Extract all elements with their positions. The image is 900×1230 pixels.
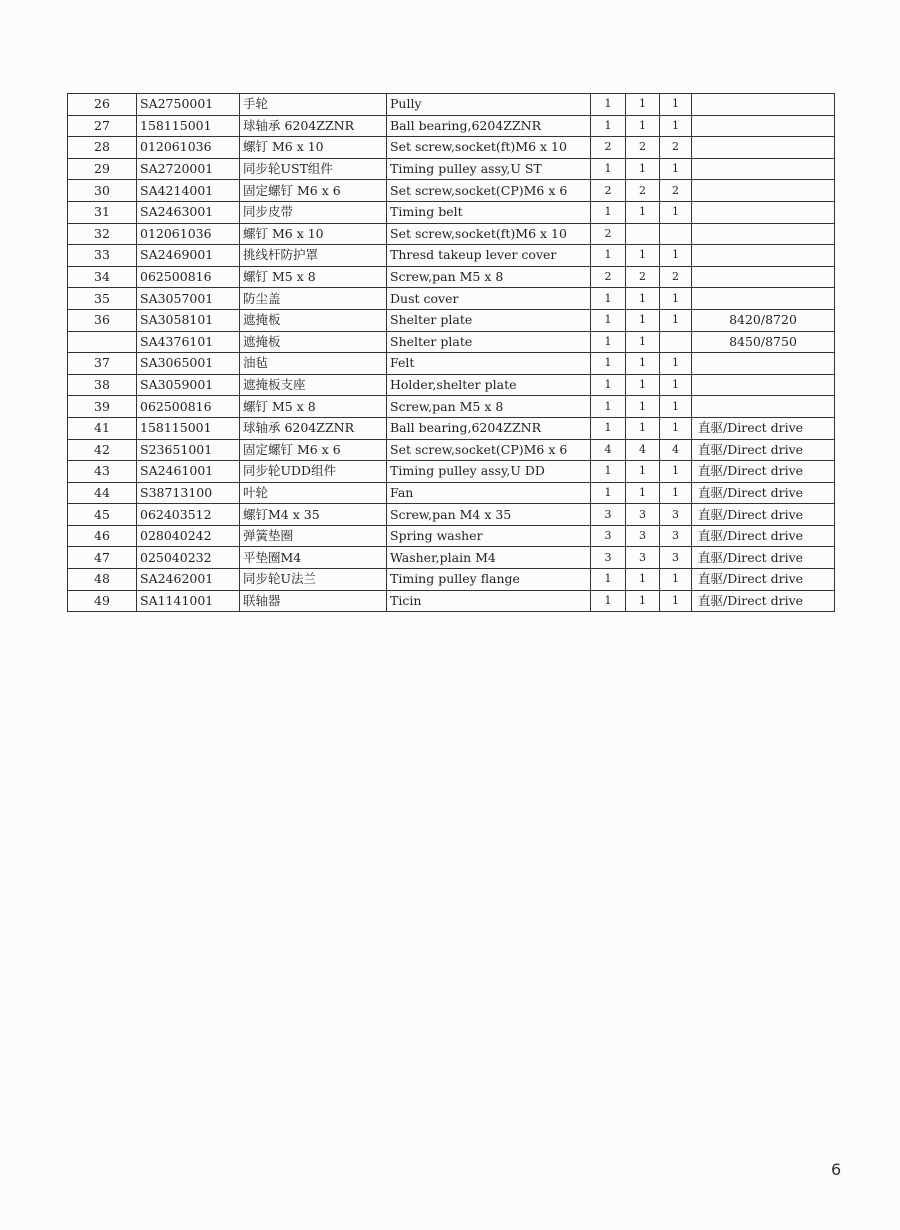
table-row	[68, 266, 835, 288]
chinese-name-cell: 联轴器	[240, 590, 387, 612]
part-code-cell: 158115001	[137, 115, 240, 137]
english-name-cell: Holder,shelter plate	[387, 374, 591, 396]
quantity-1-cell: 2	[591, 223, 626, 245]
page-number: 6	[831, 1160, 842, 1179]
remark-cell	[692, 94, 835, 116]
remark-cell	[692, 201, 835, 223]
english-name-cell: Washer,plain M4	[387, 547, 591, 569]
table-row	[68, 569, 835, 591]
table-row	[68, 137, 835, 159]
table-row	[68, 331, 835, 353]
table-row	[68, 439, 835, 461]
table-row	[68, 396, 835, 418]
remark-cell: 直驱/Direct drive	[692, 482, 835, 504]
part-number-cell: 43	[68, 461, 137, 483]
chinese-name-cell: 油毡	[240, 353, 387, 375]
parts-table-body	[68, 94, 835, 612]
part-number-cell: 42	[68, 439, 137, 461]
english-name-cell: Screw,pan M5 x 8	[387, 396, 591, 418]
quantity-3-cell: 2	[660, 137, 692, 159]
chinese-name-cell: 遮掩板	[240, 309, 387, 331]
quantity-3-cell: 1	[660, 309, 692, 331]
quantity-1-cell: 1	[591, 309, 626, 331]
quantity-1-cell: 1	[591, 374, 626, 396]
quantity-3-cell: 2	[660, 180, 692, 202]
remark-cell	[692, 158, 835, 180]
quantity-1-cell: 3	[591, 504, 626, 526]
english-name-cell: Pully	[387, 94, 591, 116]
quantity-1-cell: 1	[591, 590, 626, 612]
chinese-name-cell: 固定螺钉 M6 x 6	[240, 180, 387, 202]
part-code-cell: SA2469001	[137, 245, 240, 267]
table-row	[68, 504, 835, 526]
remark-cell: 直驱/Direct drive	[692, 547, 835, 569]
part-number-cell: 32	[68, 223, 137, 245]
quantity-3-cell: 1	[660, 461, 692, 483]
quantity-1-cell: 1	[591, 396, 626, 418]
remark-cell: 直驱/Direct drive	[692, 461, 835, 483]
part-number-cell: 30	[68, 180, 137, 202]
quantity-3-cell: 1	[660, 396, 692, 418]
part-code-cell: SA2461001	[137, 461, 240, 483]
english-name-cell: Timing pulley assy,U ST	[387, 158, 591, 180]
quantity-2-cell: 2	[626, 266, 660, 288]
part-number-cell: 37	[68, 353, 137, 375]
table-row	[68, 245, 835, 267]
quantity-2-cell: 1	[626, 94, 660, 116]
remark-cell	[692, 115, 835, 137]
english-name-cell: Spring washer	[387, 525, 591, 547]
part-number-cell: 31	[68, 201, 137, 223]
quantity-3-cell: 3	[660, 504, 692, 526]
remark-cell: 直驱/Direct drive	[692, 525, 835, 547]
quantity-3-cell: 1	[660, 482, 692, 504]
english-name-cell: Set screw,socket(CP)M6 x 6	[387, 180, 591, 202]
part-code-cell: S23651001	[137, 439, 240, 461]
quantity-1-cell: 1	[591, 94, 626, 116]
part-code-cell: SA2720001	[137, 158, 240, 180]
part-code-cell: 062500816	[137, 266, 240, 288]
chinese-name-cell: 防尘盖	[240, 288, 387, 310]
chinese-name-cell: 手轮	[240, 94, 387, 116]
chinese-name-cell: 同步轮UST组件	[240, 158, 387, 180]
english-name-cell: Timing pulley flange	[387, 569, 591, 591]
quantity-3-cell: 1	[660, 201, 692, 223]
quantity-1-cell: 1	[591, 331, 626, 353]
part-number-cell: 26	[68, 94, 137, 116]
quantity-2-cell: 2	[626, 137, 660, 159]
table-row	[68, 353, 835, 375]
table-row	[68, 547, 835, 569]
quantity-2-cell: 1	[626, 309, 660, 331]
quantity-3-cell: 3	[660, 547, 692, 569]
remark-cell: 直驱/Direct drive	[692, 417, 835, 439]
part-code-cell: 158115001	[137, 417, 240, 439]
quantity-1-cell: 2	[591, 137, 626, 159]
quantity-2-cell: 3	[626, 525, 660, 547]
quantity-1-cell: 1	[591, 115, 626, 137]
quantity-2-cell: 1	[626, 374, 660, 396]
table-row	[68, 417, 835, 439]
english-name-cell: Timing pulley assy,U DD	[387, 461, 591, 483]
remark-cell: 直驱/Direct drive	[692, 569, 835, 591]
quantity-1-cell: 1	[591, 461, 626, 483]
part-code-cell: SA3065001	[137, 353, 240, 375]
chinese-name-cell: 平垫圈M4	[240, 547, 387, 569]
table-row	[68, 525, 835, 547]
quantity-2-cell: 1	[626, 245, 660, 267]
quantity-1-cell: 1	[591, 245, 626, 267]
quantity-3-cell: 1	[660, 417, 692, 439]
quantity-3-cell: 1	[660, 590, 692, 612]
part-code-cell: SA4376101	[137, 331, 240, 353]
chinese-name-cell: 球轴承 6204ZZNR	[240, 417, 387, 439]
english-name-cell: Set screw,socket(ft)M6 x 10	[387, 137, 591, 159]
quantity-2-cell: 1	[626, 590, 660, 612]
table-row	[68, 461, 835, 483]
quantity-3-cell	[660, 331, 692, 353]
chinese-name-cell: 同步皮带	[240, 201, 387, 223]
quantity-2-cell: 1	[626, 158, 660, 180]
quantity-2-cell: 1	[626, 201, 660, 223]
english-name-cell: Set screw,socket(ft)M6 x 10	[387, 223, 591, 245]
quantity-2-cell: 1	[626, 482, 660, 504]
remark-cell	[692, 223, 835, 245]
part-number-cell: 49	[68, 590, 137, 612]
quantity-3-cell: 1	[660, 353, 692, 375]
remark-cell: 直驱/Direct drive	[692, 590, 835, 612]
quantity-1-cell: 1	[591, 417, 626, 439]
english-name-cell: Screw,pan M5 x 8	[387, 266, 591, 288]
chinese-name-cell: 遮掩板支座	[240, 374, 387, 396]
remark-cell	[692, 245, 835, 267]
part-code-cell: 012061036	[137, 223, 240, 245]
part-code-cell: 025040232	[137, 547, 240, 569]
table-row	[68, 374, 835, 396]
table-row	[68, 201, 835, 223]
remark-cell	[692, 396, 835, 418]
part-number-cell: 46	[68, 525, 137, 547]
english-name-cell: Set screw,socket(CP)M6 x 6	[387, 439, 591, 461]
english-name-cell: Thresd takeup lever cover	[387, 245, 591, 267]
quantity-2-cell: 3	[626, 504, 660, 526]
english-name-cell: Felt	[387, 353, 591, 375]
chinese-name-cell: 螺钉 M6 x 10	[240, 223, 387, 245]
table-row	[68, 180, 835, 202]
quantity-2-cell: 1	[626, 353, 660, 375]
chinese-name-cell: 螺钉 M5 x 8	[240, 396, 387, 418]
quantity-2-cell: 1	[626, 115, 660, 137]
part-number-cell: 36	[68, 309, 137, 331]
quantity-2-cell: 1	[626, 417, 660, 439]
chinese-name-cell: 螺钉 M5 x 8	[240, 266, 387, 288]
quantity-2-cell: 1	[626, 331, 660, 353]
chinese-name-cell: 螺钉 M6 x 10	[240, 137, 387, 159]
quantity-1-cell: 1	[591, 201, 626, 223]
remark-cell	[692, 180, 835, 202]
table-row	[68, 94, 835, 116]
chinese-name-cell: 挑线杆防护罩	[240, 245, 387, 267]
remark-cell	[692, 288, 835, 310]
english-name-cell: Screw,pan M4 x 35	[387, 504, 591, 526]
part-code-cell: SA3058101	[137, 309, 240, 331]
quantity-1-cell: 1	[591, 158, 626, 180]
part-code-cell: SA2750001	[137, 94, 240, 116]
part-code-cell: SA3057001	[137, 288, 240, 310]
table-row	[68, 482, 835, 504]
part-code-cell: SA4214001	[137, 180, 240, 202]
quantity-2-cell: 2	[626, 180, 660, 202]
part-code-cell: SA1141001	[137, 590, 240, 612]
quantity-3-cell: 1	[660, 115, 692, 137]
part-number-cell: 34	[68, 266, 137, 288]
quantity-2-cell: 1	[626, 569, 660, 591]
part-number-cell: 44	[68, 482, 137, 504]
quantity-3-cell: 1	[660, 374, 692, 396]
quantity-2-cell: 4	[626, 439, 660, 461]
chinese-name-cell: 同步轮UDD组件	[240, 461, 387, 483]
part-number-cell: 29	[68, 158, 137, 180]
remark-cell: 直驱/Direct drive	[692, 439, 835, 461]
quantity-3-cell: 1	[660, 94, 692, 116]
part-number-cell: 48	[68, 569, 137, 591]
chinese-name-cell: 遮掩板	[240, 331, 387, 353]
quantity-3-cell	[660, 223, 692, 245]
part-code-cell: 062403512	[137, 504, 240, 526]
quantity-1-cell: 1	[591, 569, 626, 591]
parts-list-table	[67, 93, 835, 612]
quantity-2-cell: 1	[626, 461, 660, 483]
part-code-cell: 062500816	[137, 396, 240, 418]
part-code-cell: SA3059001	[137, 374, 240, 396]
quantity-3-cell: 3	[660, 525, 692, 547]
chinese-name-cell: 叶轮	[240, 482, 387, 504]
part-number-cell: 41	[68, 417, 137, 439]
english-name-cell: Shelter plate	[387, 331, 591, 353]
quantity-1-cell: 3	[591, 525, 626, 547]
part-number-cell: 33	[68, 245, 137, 267]
quantity-3-cell: 1	[660, 569, 692, 591]
remark-cell: 8420/8720	[692, 309, 835, 331]
quantity-3-cell: 2	[660, 266, 692, 288]
english-name-cell: Timing belt	[387, 201, 591, 223]
remark-cell	[692, 374, 835, 396]
chinese-name-cell: 固定螺钉 M6 x 6	[240, 439, 387, 461]
remark-cell: 8450/8750	[692, 331, 835, 353]
remark-cell	[692, 137, 835, 159]
table-row	[68, 288, 835, 310]
part-number-cell: 39	[68, 396, 137, 418]
chinese-name-cell: 螺钉M4 x 35	[240, 504, 387, 526]
table-row	[68, 115, 835, 137]
quantity-3-cell: 1	[660, 158, 692, 180]
quantity-1-cell: 2	[591, 266, 626, 288]
table-row	[68, 158, 835, 180]
table-row	[68, 309, 835, 331]
remark-cell	[692, 353, 835, 375]
english-name-cell: Dust cover	[387, 288, 591, 310]
chinese-name-cell: 弹簧垫圈	[240, 525, 387, 547]
table-row	[68, 223, 835, 245]
table-row	[68, 590, 835, 612]
part-code-cell: SA2462001	[137, 569, 240, 591]
part-number-cell: 47	[68, 547, 137, 569]
part-number-cell: 45	[68, 504, 137, 526]
part-number-cell: 35	[68, 288, 137, 310]
quantity-1-cell: 4	[591, 439, 626, 461]
quantity-1-cell: 1	[591, 353, 626, 375]
english-name-cell: Ball bearing,6204ZZNR	[387, 115, 591, 137]
english-name-cell: Ticin	[387, 590, 591, 612]
chinese-name-cell: 球轴承 6204ZZNR	[240, 115, 387, 137]
remark-cell	[692, 266, 835, 288]
part-number-cell: 38	[68, 374, 137, 396]
quantity-1-cell: 1	[591, 288, 626, 310]
part-code-cell: 012061036	[137, 137, 240, 159]
quantity-1-cell: 2	[591, 180, 626, 202]
quantity-3-cell: 1	[660, 288, 692, 310]
quantity-1-cell: 3	[591, 547, 626, 569]
part-code-cell: SA2463001	[137, 201, 240, 223]
part-number-cell: 28	[68, 137, 137, 159]
quantity-3-cell: 4	[660, 439, 692, 461]
part-code-cell: S38713100	[137, 482, 240, 504]
part-number-cell	[68, 331, 137, 353]
chinese-name-cell: 同步轮U法兰	[240, 569, 387, 591]
quantity-2-cell	[626, 223, 660, 245]
quantity-2-cell: 3	[626, 547, 660, 569]
remark-cell: 直驱/Direct drive	[692, 504, 835, 526]
part-number-cell: 27	[68, 115, 137, 137]
quantity-1-cell: 1	[591, 482, 626, 504]
part-code-cell: 028040242	[137, 525, 240, 547]
english-name-cell: Shelter plate	[387, 309, 591, 331]
quantity-2-cell: 1	[626, 396, 660, 418]
quantity-2-cell: 1	[626, 288, 660, 310]
quantity-3-cell: 1	[660, 245, 692, 267]
english-name-cell: Ball bearing,6204ZZNR	[387, 417, 591, 439]
english-name-cell: Fan	[387, 482, 591, 504]
